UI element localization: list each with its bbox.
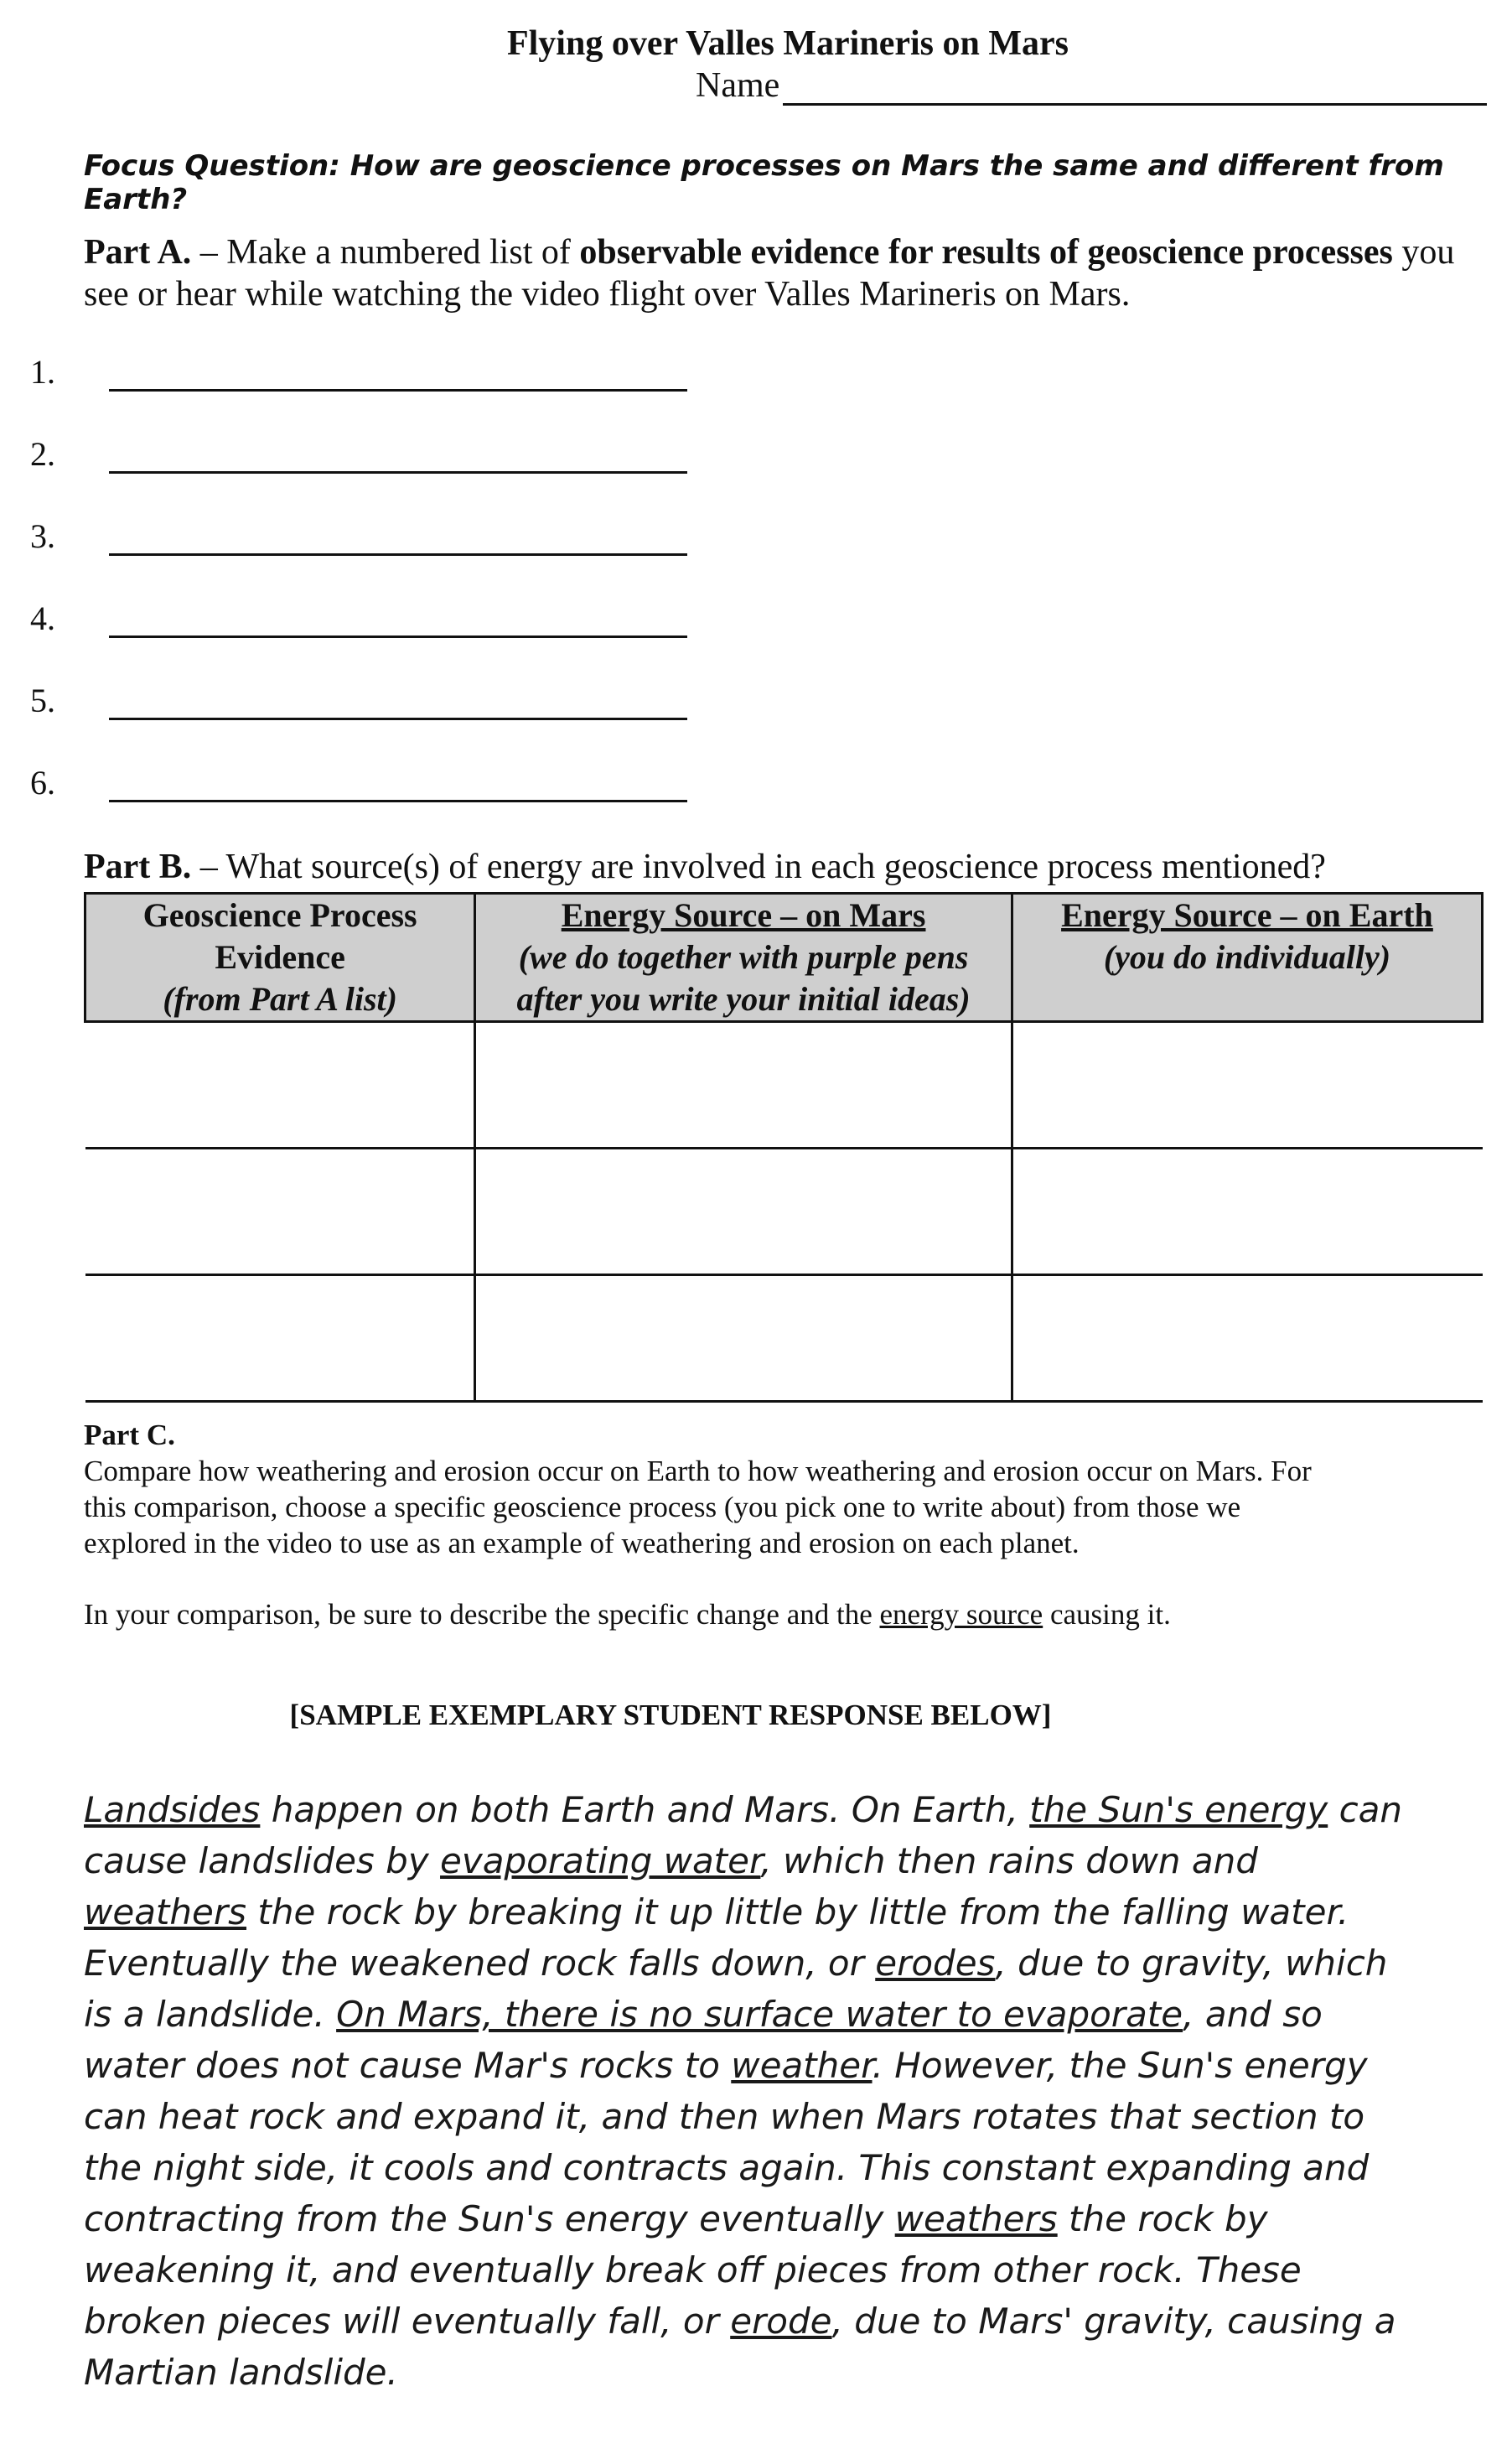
answer-blank-line <box>109 681 687 720</box>
part-b-instructions <box>84 847 1326 887</box>
list-item-number: 2. <box>30 435 55 473</box>
list-item-number: 3. <box>30 517 55 555</box>
list-item <box>30 434 687 474</box>
part-c-instructions: Compare how weathering and erosion occur on Earth to how weathering and erosion occur on Mars. For this comparison, choose a specific geoscience process (you pick one to write about) from those we explored in the video to use as an example of weathering and erosion on each planet. <box>84 1455 1312 1559</box>
list-item-number: 1. <box>30 353 55 391</box>
table-cell[interactable] <box>1012 1022 1482 1149</box>
answer-blank-line <box>109 599 687 638</box>
answer-blank-line <box>109 352 687 392</box>
name-label: Name <box>696 66 780 105</box>
list-item-number: 5. <box>30 682 55 719</box>
column-header-evidence: Geoscience Process Evidence (from Part A list) <box>85 894 475 1022</box>
table-cell[interactable] <box>475 1022 1012 1149</box>
list-item <box>30 599 687 638</box>
table-cell[interactable] <box>1012 1275 1482 1402</box>
table-row <box>85 1149 1483 1275</box>
list-item <box>30 352 687 392</box>
list-item-number: 6. <box>30 764 55 802</box>
part-c-label: Part C. <box>84 1419 175 1451</box>
table-cell[interactable] <box>1012 1149 1482 1275</box>
part-c-section <box>84 1417 1341 1632</box>
column-header-earth: Energy Source – on Earth (you do individually) <box>1012 894 1482 1022</box>
list-item-number: 4. <box>30 599 55 637</box>
table-cell[interactable] <box>475 1275 1012 1402</box>
handwritten-sample-response: Landsides happen on both Earth and Mars. On Earth, the Sun's energy can cause landslides by evaporating water, which then rains down and weathers the rock by breaking it up little by little from the falling water. Eventually the weakened rock falls down, or erodes, due to gravity, which is a landslide. On Mars, there is no surface water to evaporate, and so water does not cause Mar's rocks to weather. However, the Sun's energy can heat rock and expand it, and then when Mars rotates that section to the night side, it cools and contracts again. This constant expanding and contracting from the Sun's energy eventually weathers the rock by weakening it, and eventually break off pieces from other rock. These broken pieces will eventually fall, or erode, due to Mars' gravity, causing a Martian landslide. <box>84 1789 1403 2393</box>
list-item <box>30 516 687 556</box>
table-cell[interactable] <box>475 1149 1012 1275</box>
part-a-label: Part A. <box>84 233 192 272</box>
part-c-requirement: In your comparison, be sure to describe the specific change and the energy source causing it. <box>84 1598 1171 1631</box>
answer-blank-line <box>109 516 687 556</box>
answer-blank-line <box>109 434 687 474</box>
worksheet-title: Flying over Valles Marineris on Mars <box>506 24 1069 63</box>
table-cell[interactable] <box>85 1022 475 1149</box>
part-a-text-2: you see or hear while watching the video flight over Valles Marineris on Mars. <box>84 233 1455 314</box>
table-cell[interactable] <box>85 1275 475 1402</box>
part-b-text: – What source(s) of energy are involved in each geoscience process mentioned? <box>191 848 1326 886</box>
list-item <box>30 763 687 802</box>
table-cell[interactable] <box>85 1149 475 1275</box>
name-blank-line <box>783 66 1487 106</box>
table-row <box>85 1275 1483 1402</box>
energy-source-table <box>84 892 1484 1403</box>
answer-blank-line <box>109 763 687 802</box>
sample-response-heading: [SAMPLE EXEMPLARY STUDENT RESPONSE BELOW] <box>289 1699 1052 1731</box>
focus-question: Focus Question: How are geoscience processes on Mars the same and different from Earth? <box>84 149 1444 216</box>
part-a-text-1: – Make a numbered list of <box>191 233 580 272</box>
part-a-text-bold: observable evidence for results of geoscience processes <box>579 233 1393 272</box>
list-item <box>30 681 687 720</box>
column-header-mars: Energy Source – on Mars (we do together with purple pens after you write your initial ideas) <box>475 894 1012 1022</box>
name-field <box>696 65 1487 106</box>
table-row <box>85 1022 1483 1149</box>
part-a-instructions <box>84 231 1492 315</box>
part-b-label: Part B. <box>84 848 192 886</box>
